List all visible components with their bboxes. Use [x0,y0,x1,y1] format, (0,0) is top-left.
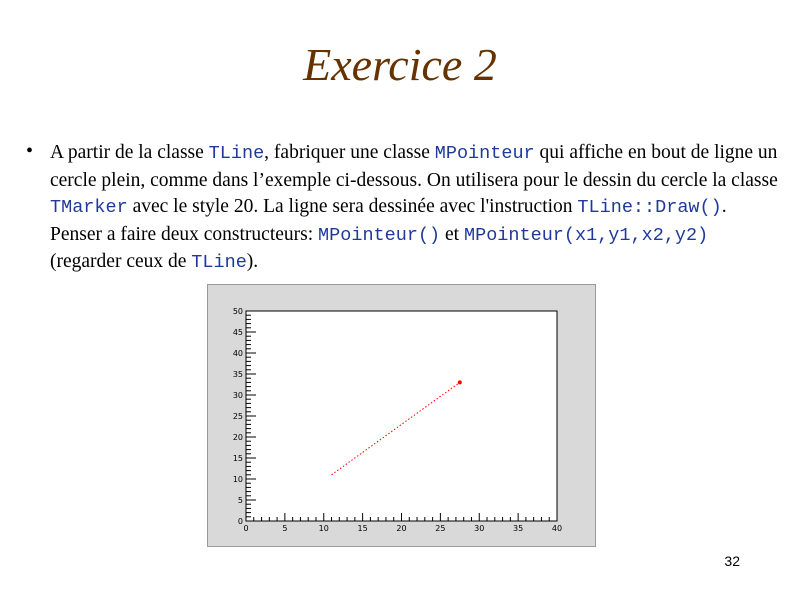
y-tick-label: 10 [232,475,243,484]
y-tick-label: 20 [232,433,243,442]
y-tick-label: 30 [232,391,243,400]
x-tick-label: 10 [318,524,329,533]
text-segment: et [440,223,464,245]
text-segment: A partir de la classe [50,142,209,163]
bullet-marker: • [26,140,34,162]
exercise-instructions [50,140,780,277]
text-segment: qui affiche en bout de ligne un cercle plein, comme dans l’exemple ci-dessous. On utilisera pour le dessin du cercle la classe [50,142,778,191]
text-segment: avec le style 20. La ligne sera dessinée avec l'instruction [127,196,578,217]
y-tick-label: 0 [237,517,243,526]
y-tick-label: 5 [237,496,243,505]
example-plot [207,284,596,547]
code-tmarker: TMarker [50,197,128,218]
x-tick-label: 40 [551,524,563,533]
y-tick-label: 15 [232,454,243,463]
code-mpointeur-default-ctor: MPointeur() [318,224,441,246]
x-tick-label: 20 [396,524,407,533]
x-tick-label: 5 [282,524,288,533]
x-tick-label: 30 [474,524,485,533]
text-segment: , fabriquer une classe [264,142,435,163]
y-tick-label: 35 [232,370,243,379]
code-mpointeur-ctor: MPointeur(x1,y1,x2,y2) [463,224,709,246]
slide-title: Exercice 2 [303,39,497,90]
page-number: 32 [724,553,740,569]
text-segment: . Penser a faire deux constructeurs: [50,196,727,245]
pointer-end-marker [458,380,462,384]
x-tick-label: 15 [357,524,368,533]
x-tick-label: 35 [513,524,524,533]
y-tick-label: 45 [232,328,243,337]
code-tline-ref: TLine [191,252,247,273]
text-segment: ). [246,251,259,272]
plot-area [246,311,557,521]
text-segment: (regarder ceux de [50,251,192,272]
code-mpointeur: MPointeur [434,143,535,164]
y-tick-label: 50 [232,307,243,316]
y-tick-label: 25 [232,412,243,421]
x-tick-label: 0 [243,524,249,533]
x-tick-label: 25 [435,524,446,533]
code-tline: TLine [208,143,265,164]
y-tick-label: 40 [232,349,243,358]
code-tline-draw: TLine::Draw() [577,197,722,218]
